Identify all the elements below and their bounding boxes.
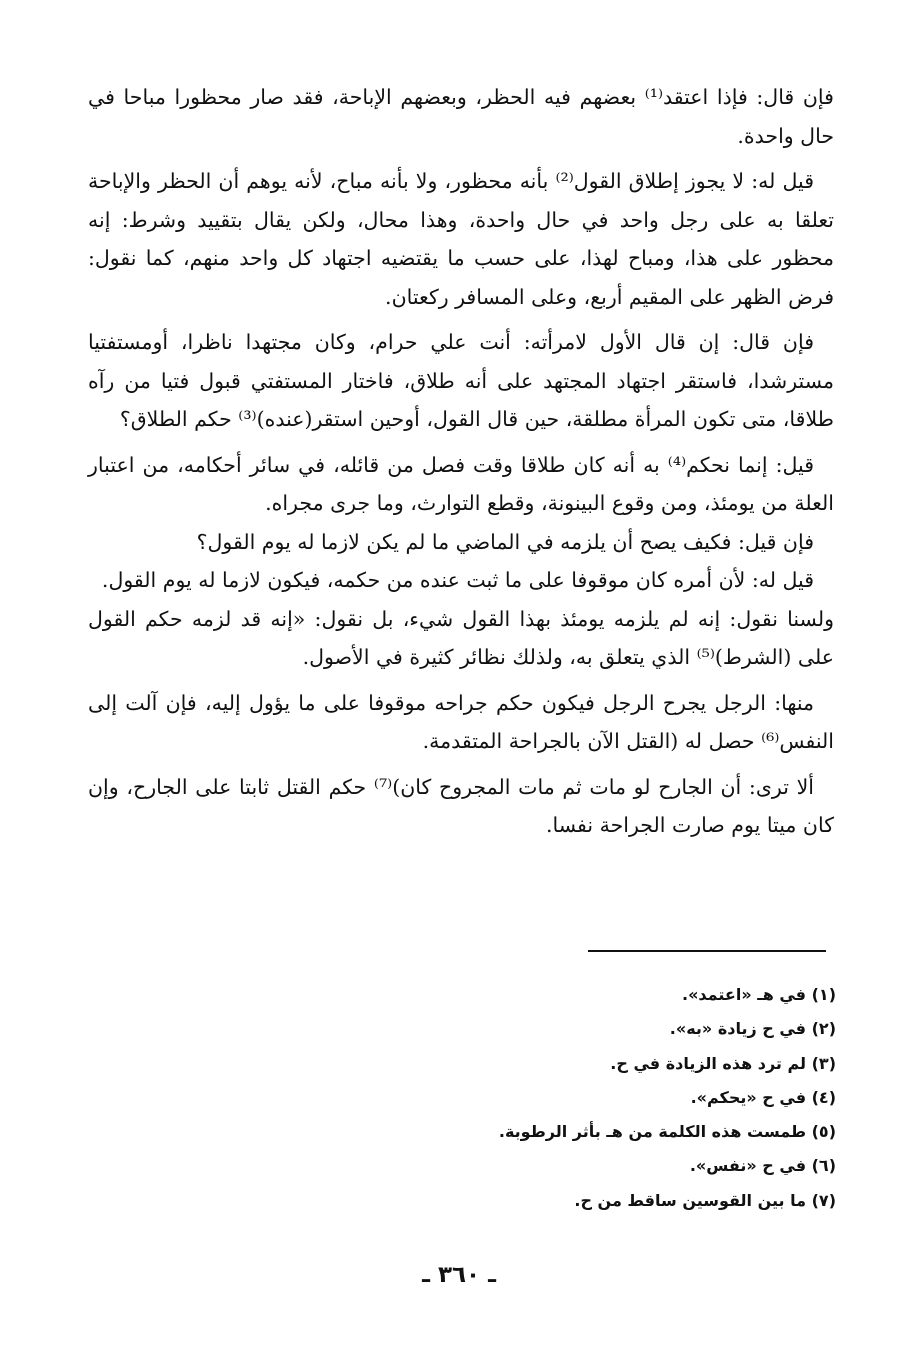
footnote-divider (588, 950, 826, 952)
main-text (88, 78, 834, 852)
paragraph-2: قيل له: لا يجوز إطلاق القول⁽²⁾ بأنه محظور، ولا بأنه مباح، لأنه يوهم أن الحظر والإباحة تعلقا به على رجل واحد في حال واحدة، وهذا محال، ولكن يقال بتقييد وشرط: إنه محظور على هذا، ومباح لهذا، على حسب ما يقتضيه اجتهاد كل واحد منهم، كما نقول: فرض الظهر على المقيم أربع، وعلى المسافر ركعتان. (88, 169, 834, 309)
paragraph-4: قيل: إنما نحكم⁽⁴⁾ به أنه كان طلاقا وقت فصل من قائله، في سائر أحكامه، من اعتبار العلة من يومئذ، ومن وقوع البينونة، وقطع التوارث، وما جرى مجراه. (88, 452, 834, 515)
paragraph-5: فإن قيل: فكيف يصح أن يلزمه في الماضي ما لم يكن لازما له يوم القول؟ (196, 529, 814, 554)
footnote-1: (١) في هـ «اعتمد». (682, 985, 836, 1004)
footnote-7: (٧) ما بين القوسين ساقط من ح. (574, 1190, 836, 1210)
paragraph-8: منها: الرجل يجرح الرجل فيكون حكم جراحه موقوفا على ما يؤول إليه، فإن آلت إلى النفس⁽⁶⁾ حصل له (القتل الآن بالجراحة المتقدمة. (88, 690, 834, 753)
footnote-6: (٦) في ح «نفس». (689, 1156, 836, 1176)
footnote-2: (٢) في ح زيادة «به». (669, 1019, 836, 1039)
footnote-5: (٥) طمست هذه الكلمة من هـ بأثر الرطوبة. (498, 1122, 836, 1142)
page-number: ـ ٣٦٠ ـ (422, 1262, 496, 1288)
paragraph-6: قيل له: لأن أمره كان موقوفا على ما ثبت عنده من حكمه، فيكون لازما له يوم القول. (101, 568, 814, 592)
footnote-4: (٤) في ح «يحكم». (690, 1087, 836, 1107)
footnote-3: (٣) لم ترد هذه الزيادة في ح. (610, 1053, 836, 1073)
paragraph-7: ولسنا نقول: إنه لم يلزمه يومئذ بهذا القول شيء، بل نقول: «إنه قد لزمه حكم القول على (الشرط)⁽⁵⁾ الذي يتعلق به، ولذلك نظائر كثيرة في الأصول. (88, 606, 834, 669)
footnotes (300, 978, 836, 1218)
paragraph-1: فإن قال: فإذا اعتقد⁽¹⁾ بعضهم فيه الحظر، وبعضهم الإباحة، فقد صار محظورا مباحا في حال واحدة. (88, 85, 834, 148)
paragraph-3: فإن قال: إن قال الأول لامرأته: أنت علي حرام، وكان مجتهدا ناظرا، أومستفتيا مسترشدا، فاستقر اجتهاد المجتهد على أنه طلاق، فاختار المستفتي قبول فتيا من رآه طلاقا، متى تكون المرأة مطلقة، حين قال القول، أوحين استقر(عنده)⁽³⁾ حكم الطلاق؟ (88, 330, 834, 431)
paragraph-9: ألا ترى: أن الجارح لو مات ثم مات المجروح كان)⁽⁷⁾ حكم القتل ثابتا على الجارح، وإن كان ميتا يوم صارت الجراحة نفسا. (88, 774, 834, 837)
